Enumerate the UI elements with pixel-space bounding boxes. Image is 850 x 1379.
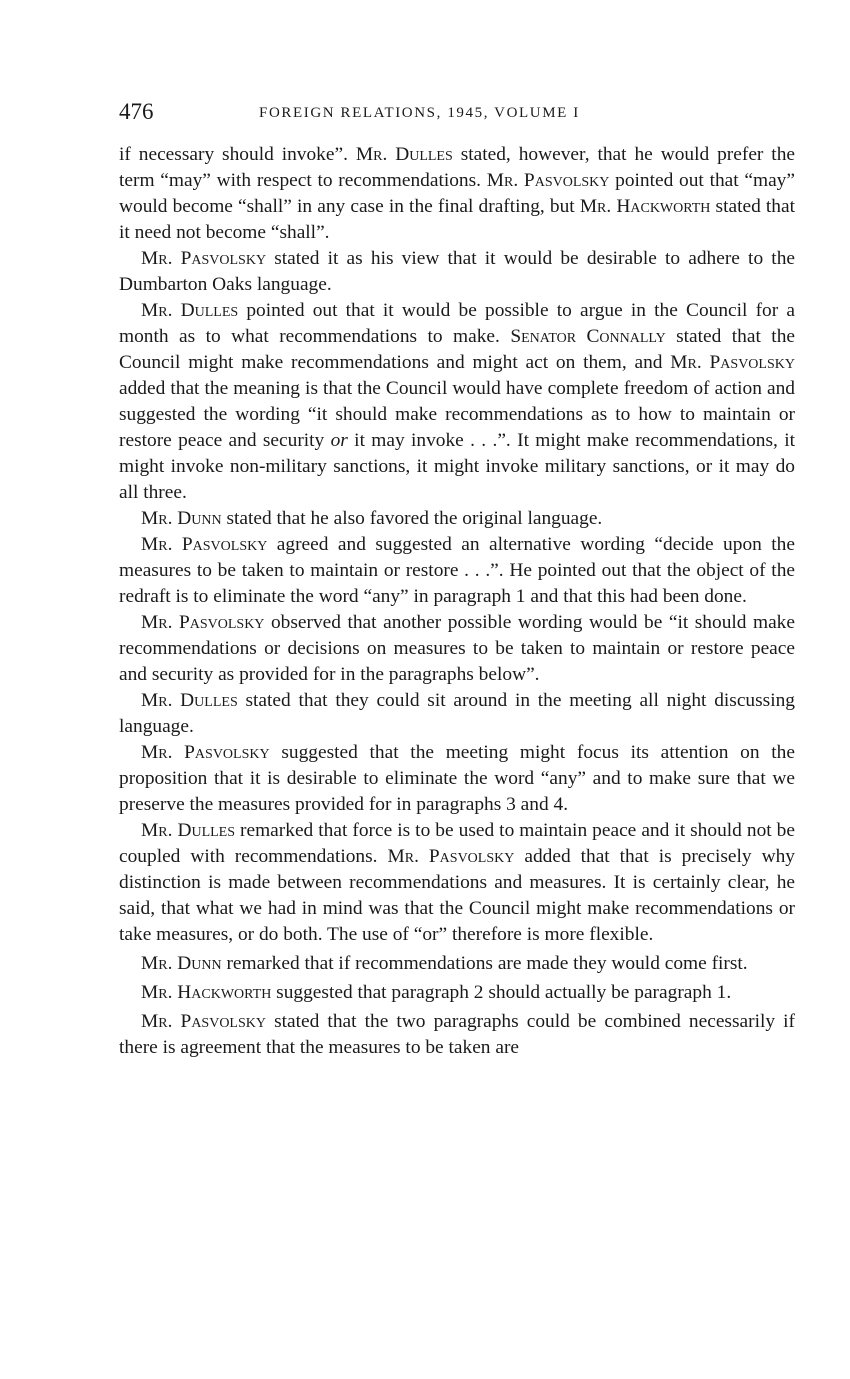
speaker-name: Mr. Pasvolsky <box>141 248 267 269</box>
paragraph <box>119 688 795 740</box>
text-run: stated, however, that he would prefer the term “may” with respect to recommendations. <box>119 144 795 191</box>
text-run: stated that they could sit around in the meeting all night discussing language. <box>119 690 795 737</box>
speaker-name: Mr. Pasvolsky <box>387 846 515 867</box>
speaker-name: Mr. Pasvolsky <box>141 612 265 633</box>
speaker-name: Mr. Dulles <box>141 300 239 321</box>
body-text <box>119 142 795 1061</box>
paragraph <box>119 142 795 246</box>
text-run: pointed out that it would be possible to argue in the Council for a month as to what recommendations to make. <box>119 300 795 347</box>
text-run: pointed out that “may” would become “shall” in any case in the final drafting, but <box>119 170 795 217</box>
speaker-name: Mr. Pasvolsky <box>141 742 270 763</box>
speaker-name: Mr. Dunn <box>141 953 222 974</box>
paragraph <box>119 740 795 818</box>
paragraph <box>119 246 795 298</box>
running-head: FOREIGN RELATIONS, 1945, VOLUME I <box>259 105 580 121</box>
paragraph <box>119 610 795 688</box>
paragraph <box>119 532 795 610</box>
text-run: observed that another possible wording would be “it should make recommendations or decisions on measures to be taken to maintain or restore peace and security as provided for in the paragraphs below”. <box>119 612 795 685</box>
text-run: it may invoke . . .”. It might make recommendations, it might invoke non-military sanctions, it might invoke military sanctions, or it may do all three. <box>119 430 795 503</box>
paragraph <box>119 1009 795 1061</box>
text-run: stated that it need not become “shall”. <box>119 196 795 243</box>
paragraph <box>119 951 795 977</box>
emphasis: or <box>330 430 348 451</box>
speaker-name: Mr. Pasvolsky <box>141 1011 266 1032</box>
text-run: added that the meaning is that the Council would have complete freedom of action and suggested the wording “it should make recommendations as to how to maintain or restore peace and security <box>119 378 795 451</box>
text-run: remarked that force is to be used to maintain peace and it should not be coupled with recommendations. <box>119 820 795 867</box>
text-run: stated it as his view that it would be desirable to adhere to the Dumbarton Oaks language. <box>119 248 795 295</box>
text-run: agreed and suggested an alternative wording “decide upon the measures to be taken to maintain or restore . . .”. He pointed out that the object of the redraft is to eliminate the word “any” in paragraph 1 and that this had been done. <box>119 534 795 607</box>
text-run: remarked that if recommendations are made they would come first. <box>221 953 748 974</box>
text-run: suggested that the meeting might focus its attention on the proposition that it is desirable to eliminate the word “any” and to make sure that we preserve the measures provided for in paragraphs 3 and 4. <box>119 742 795 815</box>
speaker-name: Mr. Hackworth <box>579 196 711 217</box>
page-number: 476 <box>119 99 154 124</box>
speaker-name: Mr. Pasvolsky <box>670 352 795 373</box>
text-run: stated that the two paragraphs could be combined necessarily if there is agreement that the measures to be taken are <box>119 1011 795 1058</box>
text-run: added that that is precisely why distinction is made between recommendations and measures. It is certainly clear, he said, that what we had in mind was that the Council might make recommendations or take measures, or do both. The use of “or” therefore is more flexible. <box>119 846 795 945</box>
speaker-name: Mr. Dulles <box>141 820 236 841</box>
text-run: stated that the Council might make recommendations and might act on them, and <box>119 326 795 373</box>
speaker-name: Mr. Pasvolsky <box>141 534 268 555</box>
speaker-name: Senator Connally <box>510 326 666 347</box>
speaker-name: Mr. Hackworth <box>141 982 272 1003</box>
text-run: stated that he also favored the original language. <box>221 508 603 529</box>
speaker-name: Mr. Dulles <box>355 144 453 165</box>
text-run: if necessary should invoke”. <box>119 144 356 165</box>
paragraph <box>119 980 795 1006</box>
paragraph <box>119 298 795 506</box>
page-header <box>119 97 795 127</box>
speaker-name: Mr. Dulles <box>141 690 238 711</box>
speaker-name: Mr. Dunn <box>141 508 222 529</box>
paragraph <box>119 818 795 948</box>
paragraph <box>119 506 795 532</box>
speaker-name: Mr. Pasvolsky <box>486 170 610 191</box>
text-run: suggested that paragraph 2 should actually be paragraph 1. <box>271 982 732 1003</box>
